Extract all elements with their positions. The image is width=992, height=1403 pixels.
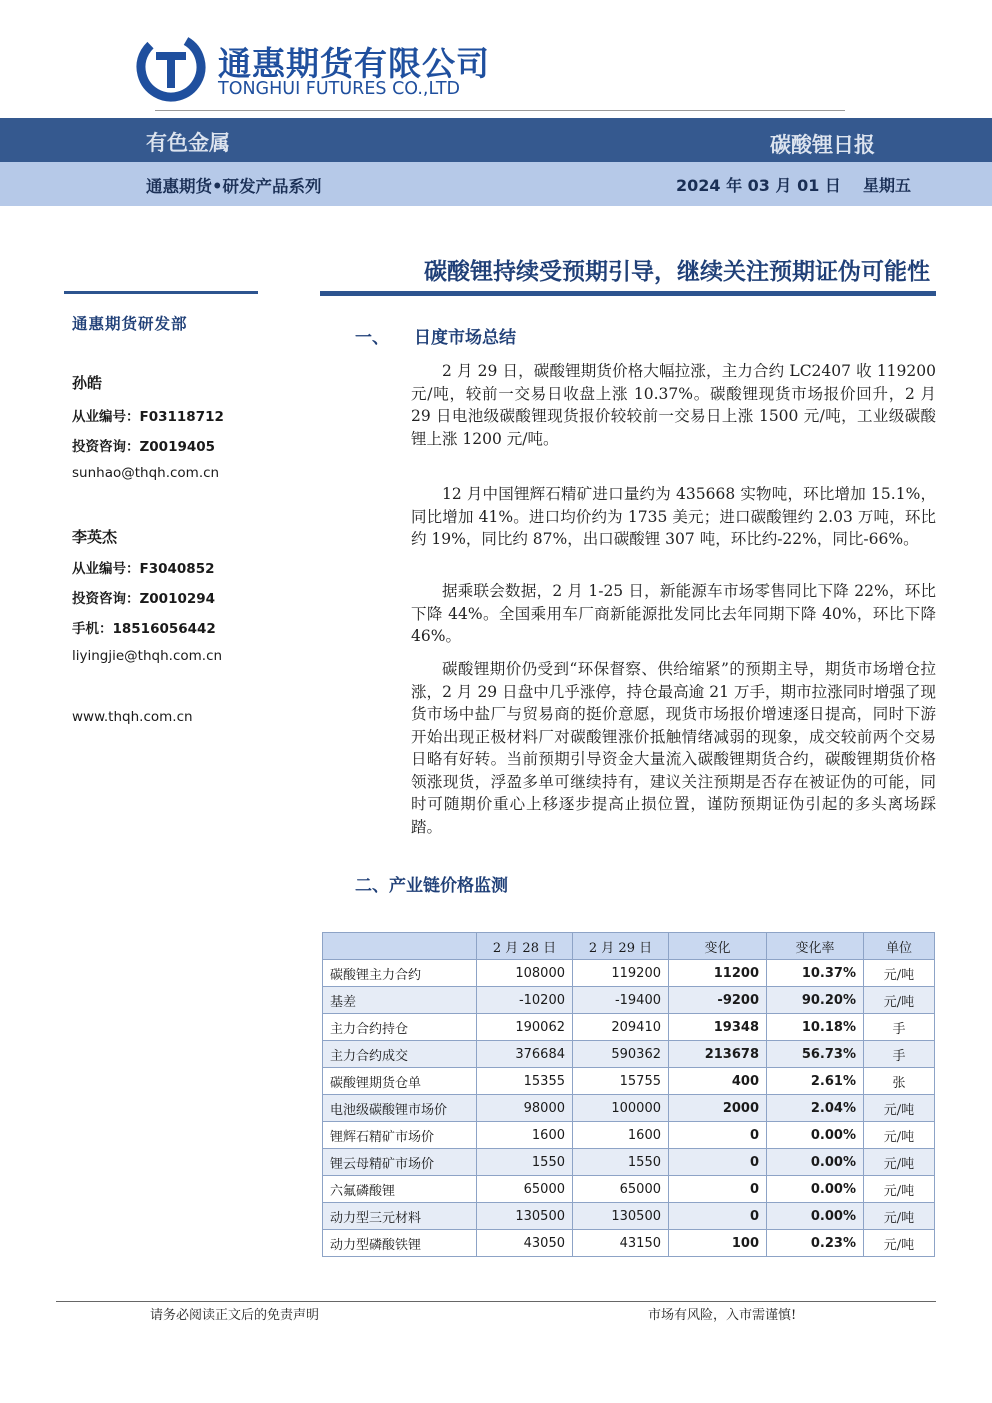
change-rate: 10.18% [767,1014,864,1041]
value-feb28: 130500 [477,1203,573,1230]
header-divider [155,110,845,111]
license-number: F3040852 [139,561,215,577]
change-value: -9200 [669,987,767,1014]
value-feb28: 15355 [477,1068,573,1095]
table-row [323,987,935,1014]
column-header: 2 月 29 日 [573,933,669,960]
license-label: 从业编号： [72,409,140,425]
price-monitor-table [322,932,935,1257]
change-rate: 56.73% [767,1041,864,1068]
row-label: 电池级碳酸锂市场价 [323,1095,477,1122]
row-label: 六氟磷酸锂 [323,1176,477,1203]
value-feb28: -10200 [477,987,573,1014]
value-feb29: 209410 [573,1014,669,1041]
company-logo-icon [136,32,206,102]
license-number: F03118712 [139,409,224,425]
report-date: 2024 年 03 月 01 日 [676,176,841,195]
report-weekday: 星期五 [863,176,912,195]
analyst-consult [72,587,215,607]
table-row [323,1176,935,1203]
sidebar-divider [64,291,258,294]
summary-paragraph: 2 月 29 日，碳酸锂期货价格大幅拉涨，主力合约 LC2407 收 119200 元/吨，较前一交易日收盘上涨 10.37%。碳酸锂现货市场报价回升，2 月 29 日电池级碳酸锂现货报价较较前一交易日上涨 1500 元/吨，工业级碳酸锂上涨 1200 元/吨。 [411,362,936,448]
value-feb28: 43050 [477,1230,573,1257]
row-label: 动力型三元材料 [323,1203,477,1230]
change-rate: 0.00% [767,1149,864,1176]
table-row [323,1095,935,1122]
risk-note: 市场有风险，入市需谨慎! [648,1308,797,1323]
change-rate: 0.00% [767,1176,864,1203]
unit-label: 元/吨 [864,1230,935,1257]
analyst-name: 李英杰 [72,528,118,546]
row-label: 基差 [323,987,477,1014]
analyst-email[interactable]: liyingjie@thqh.com.cn [72,648,223,664]
disclaimer-note: 请务必阅读正文后的免责声明 [150,1308,320,1323]
table-row [323,1068,935,1095]
column-header: 2 月 28 日 [477,933,573,960]
change-value: 0 [669,1122,767,1149]
value-feb29: 43150 [573,1230,669,1257]
value-feb29: 1600 [573,1122,669,1149]
phone-number: 18516056442 [112,621,216,637]
unit-label: 元/吨 [864,987,935,1014]
unit-label: 手 [864,1014,935,1041]
value-feb29: 65000 [573,1176,669,1203]
value-feb28: 98000 [477,1095,573,1122]
value-feb29: 100000 [573,1095,669,1122]
license-label: 从业编号： [72,561,140,577]
change-rate: 0.23% [767,1230,864,1257]
summary-paragraph: 据乘联会数据，2 月 1-25 日，新能源车市场零售同比下降 22%，环比下降 44%。全国乘用车厂商新能源批发同比去年同期下降 40%，环比下降 46%。 [411,582,936,645]
sector-label: 有色金属 [146,131,230,155]
series-label: 通惠期货•研发产品系列 [146,177,322,196]
consult-label: 投资咨询： [72,591,140,607]
consult-label: 投资咨询： [72,439,140,455]
column-header: 变化率 [767,933,864,960]
value-feb29: 590362 [573,1041,669,1068]
value-feb28: 108000 [477,960,573,987]
change-rate: 2.61% [767,1068,864,1095]
section2-title: 二、产业链价格监测 [355,876,508,896]
table-row [323,1014,935,1041]
change-value: 0 [669,1176,767,1203]
analyst-phone [72,617,216,637]
unit-label: 元/吨 [864,1149,935,1176]
consult-number: Z0010294 [139,591,216,607]
value-feb28: 1550 [477,1149,573,1176]
column-header [323,933,477,960]
summary-paragraph: 12 月中国锂辉石精矿进口量约为 435668 实物吨，环比增加 15.1%，同比增加 41%。进口均价约为 1735 美元；进口碳酸锂约 2.03 万吨，环比约 19%，同比约 87%，出口碳酸锂 307 吨，环比约-22%，同比-66%。 [411,485,936,548]
change-value: 11200 [669,960,767,987]
row-label: 锂辉石精矿市场价 [323,1122,477,1149]
analyst-email[interactable]: sunhao@thqh.com.cn [72,465,220,481]
change-rate: 0.00% [767,1122,864,1149]
row-label: 主力合约持仓 [323,1014,477,1041]
row-label: 动力型磷酸铁锂 [323,1230,477,1257]
section1-title: 日度市场总结 [414,328,516,348]
section1-number: 一、 [355,328,389,348]
website-link[interactable]: www.thqh.com.cn [72,709,193,725]
analyst-license [72,557,214,577]
unit-label: 元/吨 [864,1122,935,1149]
value-feb29: 130500 [573,1203,669,1230]
unit-label: 元/吨 [864,1176,935,1203]
change-rate: 10.37% [767,960,864,987]
row-label: 锂云母精矿市场价 [323,1149,477,1176]
company-name-en: TONGHUI FUTURES CO.,LTD [218,79,460,99]
summary-paragraph: 碳酸锂期价仍受到“环保督察、供给缩紧”的预期主导，期货市场增仓拉涨，2 月 29 日盘中几乎涨停，持仓最高逾 21 万手，期市拉涨同时增强了现货市场中盐厂与贸易商的挺价意愿，现货市场报价增速逐日提高，同时下游开始出现正极材料厂对碳酸锂涨价抵触情绪减弱的现象，成交较前两个交易日略有好转。当前预期引导资金大量流入碳酸锂期货合约，碳酸锂期货价格领涨现货，浮盈多单可继续持有，建议关注预期是否存在被证伪的可能，同时可随期价重心上移逐步提高止损位置，谨防预期证伪引起的多头离场踩踏。 [411,660,936,836]
department-name: 通惠期货研发部 [72,314,188,333]
headline-underline [320,291,936,296]
unit-label: 元/吨 [864,1095,935,1122]
value-feb28: 376684 [477,1041,573,1068]
change-value: 19348 [669,1014,767,1041]
table-header-row [323,933,935,960]
change-value: 0 [669,1203,767,1230]
consult-number: Z0019405 [139,439,216,455]
change-value: 0 [669,1149,767,1176]
table-row [323,1149,935,1176]
unit-label: 手 [864,1041,935,1068]
change-rate: 0.00% [767,1203,864,1230]
table-row [323,1203,935,1230]
unit-label: 元/吨 [864,1203,935,1230]
table-row [323,1230,935,1257]
company-name-cn: 通惠期货有限公司 [218,44,490,83]
value-feb29: 119200 [573,960,669,987]
table-row [323,1122,935,1149]
value-feb28: 65000 [477,1176,573,1203]
row-label: 碳酸锂主力合约 [323,960,477,987]
change-rate: 2.04% [767,1095,864,1122]
unit-label: 元/吨 [864,960,935,987]
table-row [323,1041,935,1068]
analyst-consult [72,435,215,455]
column-header: 变化 [669,933,767,960]
analyst-name: 孙皓 [72,374,103,392]
change-value: 213678 [669,1041,767,1068]
value-feb28: 1600 [477,1122,573,1149]
footer-divider [56,1301,936,1302]
value-feb28: 190062 [477,1014,573,1041]
value-feb29: 1550 [573,1149,669,1176]
report-type-label: 碳酸锂日报 [770,133,875,157]
unit-label: 张 [864,1068,935,1095]
change-value: 100 [669,1230,767,1257]
phone-label: 手机： [72,621,113,637]
value-feb29: -19400 [573,987,669,1014]
table-row [323,960,935,987]
row-label: 主力合约成交 [323,1041,477,1068]
report-headline: 碳酸锂持续受预期引导，继续关注预期证伪可能性 [424,259,930,285]
value-feb29: 15755 [573,1068,669,1095]
change-value: 2000 [669,1095,767,1122]
row-label: 碳酸锂期货仓单 [323,1068,477,1095]
change-rate: 90.20% [767,987,864,1014]
change-value: 400 [669,1068,767,1095]
analyst-license [72,405,224,425]
column-header: 单位 [864,933,935,960]
